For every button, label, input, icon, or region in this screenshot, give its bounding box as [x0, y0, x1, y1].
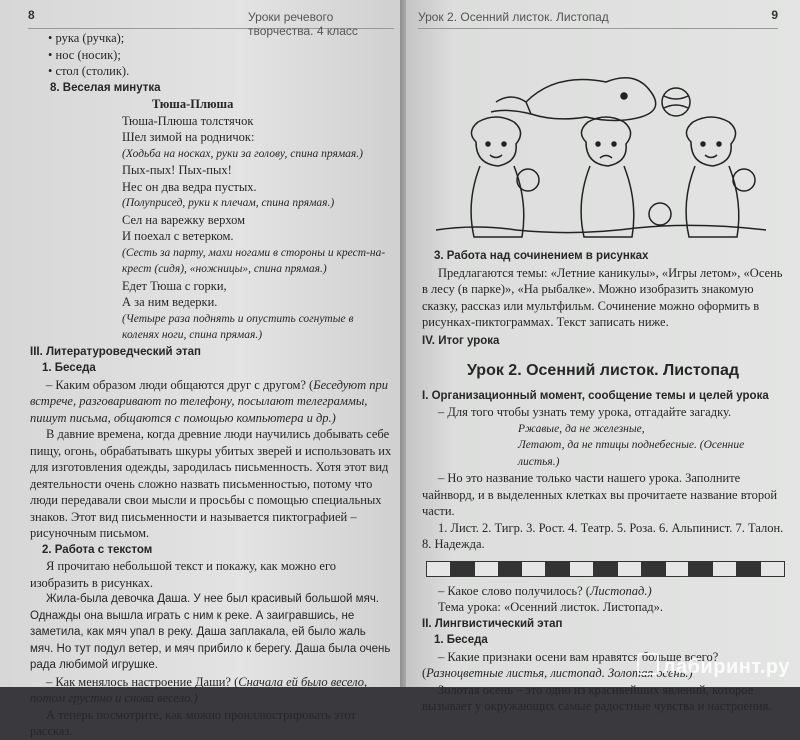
girl-happy-icon — [471, 117, 539, 237]
topic-line: Тема урока: «Осенний листок. Листопад». — [438, 600, 663, 614]
poem-title: Тюша-Плюша — [152, 97, 234, 111]
grid-cell — [450, 561, 475, 577]
poem-line: (Сесть за парту, махи ногами в стороны и крест-на-крест (сидя), «ножницы», спина прямая.) — [122, 246, 386, 275]
work3-title: 3. Работа над сочинением в рисунках — [434, 250, 649, 262]
grid-cell — [545, 561, 570, 577]
grid-cell — [665, 561, 690, 577]
grid-cell — [474, 561, 499, 577]
bullet-item: • стол (столик). — [48, 64, 130, 78]
org-line: – Для того чтобы узнать тему урока, отгадайте загадку. — [438, 405, 732, 419]
poem — [30, 96, 392, 344]
mood-question: – Как менялось настроение Даши? (Сначала ей было весело, потом грустно и снова весело.) — [30, 674, 368, 705]
conv1-title: 1. Беседа — [42, 362, 96, 374]
riddle-line: Ржавые, да не железные, — [518, 422, 645, 435]
poem-line: Шел зимой на родничок: — [122, 130, 255, 144]
poem-line: (Полуприсед, руки к плечам, спина прямая.) — [122, 197, 335, 209]
poem-line: (Ходьба на носках, руки за голову, спина прямая.) — [122, 147, 363, 160]
bullet-item: • нос (носик); — [48, 47, 121, 62]
story: Жила-была девочка Даша. У нее был красивый большой мяч. Однажды она вышла играть с ним к реке. А заигравшись, не заметила, как мяч упал в реку. Даша заплакала, ей было жаль мяч. Но тут подул ветер, и мяч прибило к берегу. Даша была очень рада любимой игрушке. — [30, 593, 391, 671]
golden-autumn: Золотая осень – это одно из красивейших явлений, которое вызывает у окружающих самые радостные чувства и настроения. — [422, 682, 772, 713]
right-running-head — [418, 8, 778, 29]
grid-cell — [712, 561, 737, 577]
poem-line: Едет Тюша с горки, — [122, 278, 227, 293]
section8-title: 8. Веселая минутка — [50, 81, 161, 94]
grid-cell — [498, 561, 523, 577]
riddle-line: Летают, да не птицы поднебесные. (Осенние листья.) — [518, 439, 745, 468]
grid-cell — [569, 561, 594, 577]
stage3-title: III. Литературоведческий этап — [30, 345, 201, 358]
girl-happy-icon — [686, 117, 755, 237]
grid-cell — [760, 561, 785, 577]
poem-line: А за ним ведерки. — [122, 295, 218, 309]
grid-cell — [688, 561, 713, 577]
grid-cell — [521, 561, 546, 577]
work-title: 2. Работа с текстом — [42, 543, 153, 556]
conv-title: 1. Беседа — [434, 634, 488, 646]
left-page-number: 8 — [28, 8, 35, 22]
poem-line: (Четыре раза поднять и опустить согнутые в коленях ноги, спина прямая.) — [122, 312, 354, 341]
poem-line: Нес он два ведра пустых. — [122, 179, 257, 194]
ball-icon — [662, 88, 690, 116]
last-line: А теперь посмотрите, как можно проиллюстрировать этот рассказ. — [30, 707, 357, 738]
lesson-title: Урок 2. Осенний листок. Листопад — [466, 362, 740, 379]
word-question: – Какое слово получилось? (Листопад.) — [438, 583, 652, 598]
girl-sad-icon — [581, 117, 671, 237]
left-running-head-text: Уроки речевого творчества. 4 класс — [248, 10, 358, 38]
autumn-question: – Какие признаки осени вам нравятся больше всего? (Разноцветные листья, листопад. Золотая осень.) — [422, 649, 719, 680]
paragraph: В давние времена, когда древние люди научились добывать себе пищу, огонь, обрабатывать шкуры убитых зверей и использовать их для изготовления одежды, зародилась письменность. Хотя этот вид деятельности очень сложно назвать письменностью, потому что люди передавали свои мысли и просьбы с помощью специальных знаков. Этот вид письменности и называется пиктографией – рисуночным письмом. — [30, 427, 392, 540]
poem-line: Сел на варежку верхом — [122, 212, 246, 227]
grid-cell — [736, 561, 761, 577]
grid-cell — [641, 561, 666, 577]
bullet-item: • рука (ручка); — [48, 31, 125, 45]
left-column — [30, 30, 392, 740]
wind-cloud-icon — [526, 78, 656, 121]
right-page-number: 9 — [771, 8, 778, 22]
work3-text: Предлагаются темы: «Летние каникулы», «Игры летом», «Осень в лесу (в парке)», «На рыбалке». Можно изобразить знакомую сказку, рассказ или мультфильм. Сочинение можно оформить в рисунках-пиктограммах. Текст записать ниже. — [422, 265, 783, 329]
grid-cell — [617, 561, 642, 577]
labirint-logo-icon — [637, 653, 659, 675]
chainword-grid — [426, 561, 784, 577]
right-page — [406, 0, 800, 713]
stage4-title: IV. Итог урока — [422, 334, 500, 347]
grid-cell — [593, 561, 618, 577]
stage2-title: II. Лингвистический этап — [422, 617, 563, 630]
conv1-question: – Каким образом люди общаются друг с другом? (Беседуют при встрече, разговаривают по телефону, посылают телеграммы, пишут письма, общаются с помощью компьютера и др.) — [30, 377, 389, 425]
right-running-head-text: Урок 2. Осенний листок. Листопад — [418, 10, 609, 24]
grid-cell — [426, 561, 451, 577]
poem-line: Пых-пых! Пых-пых! — [122, 163, 232, 177]
poem-lines — [122, 113, 392, 344]
poem-line: Тюша-Плюша толстячок — [122, 113, 254, 128]
right-column — [422, 248, 784, 715]
chain-words: 1. Лист. 2. Тигр. 3. Рост. 4. Театр. 5. Роза. 6. Альпинист. 7. Талон. 8. Надежда. — [422, 520, 784, 551]
org-title: I. Организационный момент, сообщение темы и целей урока — [422, 389, 769, 402]
poem-line: И поехал с ветерком. — [122, 229, 234, 243]
name-part: – Но это название только части нашего урока. Заполните чайнворд, и в выделенных клетках вы прочитаете название второй части. — [422, 471, 778, 518]
watermark: лабиринт.ру — [637, 653, 790, 679]
pictogram-illustration — [436, 62, 766, 242]
work-intro: Я прочитаю небольшой текст и покажу, как можно его изобразить в рисунках. — [30, 559, 337, 590]
